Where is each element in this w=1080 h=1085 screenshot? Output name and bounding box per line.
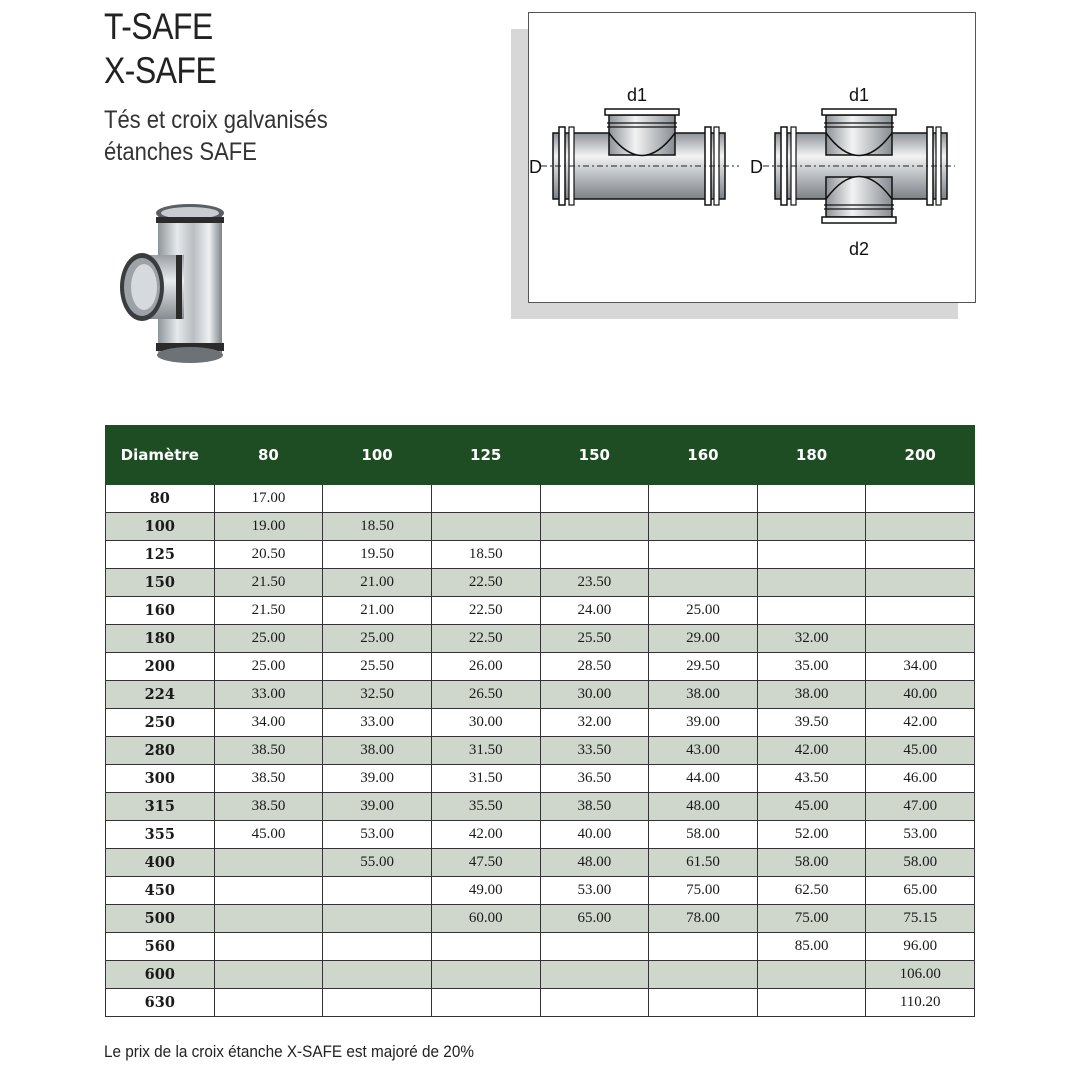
table-row: [106, 709, 975, 737]
price-cell: 49.00: [431, 877, 540, 905]
price-cell: 38.50: [540, 793, 649, 821]
row-diameter: 450: [106, 877, 215, 905]
price-cell: 33.50: [540, 737, 649, 765]
price-cell: 65.00: [540, 905, 649, 933]
price-cell: 39.00: [323, 765, 432, 793]
price-cell: 62.50: [757, 877, 866, 905]
cross-D-label: D: [750, 157, 763, 177]
price-cell: [649, 513, 758, 541]
row-diameter: 250: [106, 709, 215, 737]
column-header: 100: [323, 426, 432, 485]
price-cell: 25.50: [323, 653, 432, 681]
price-cell: 34.00: [866, 653, 975, 681]
table-row: [106, 541, 975, 569]
table-row: [106, 961, 975, 989]
row-diameter: 400: [106, 849, 215, 877]
price-cell: 21.00: [323, 597, 432, 625]
row-diameter: 600: [106, 961, 215, 989]
price-cell: 25.00: [323, 625, 432, 653]
price-cell: 48.00: [540, 849, 649, 877]
cross-drawing: [750, 85, 955, 259]
table-row: [106, 569, 975, 597]
footnote: Le prix de la croix étanche X-SAFE est majoré de 20%: [104, 1042, 474, 1061]
price-cell: 29.50: [649, 653, 758, 681]
column-header: 200: [866, 426, 975, 485]
table-row: [106, 737, 975, 765]
price-cell: 39.50: [757, 709, 866, 737]
price-cell: 45.00: [866, 737, 975, 765]
price-cell: 52.00: [757, 821, 866, 849]
price-cell: 20.50: [214, 541, 323, 569]
price-cell: [757, 961, 866, 989]
price-cell: [757, 541, 866, 569]
row-diameter: 280: [106, 737, 215, 765]
price-cell: [649, 569, 758, 597]
price-cell: [323, 485, 432, 513]
price-cell: 26.00: [431, 653, 540, 681]
table-row: [106, 681, 975, 709]
row-diameter: 500: [106, 905, 215, 933]
price-cell: [757, 569, 866, 597]
product-subtitle-line1: Tés et croix galvanisés: [104, 106, 328, 134]
price-cell: 44.00: [649, 765, 758, 793]
price-cell: [540, 933, 649, 961]
price-cell: [214, 905, 323, 933]
table-row: [106, 625, 975, 653]
tee-fitting-photo: [108, 195, 248, 370]
column-header: 150: [540, 426, 649, 485]
price-cell: 75.00: [757, 905, 866, 933]
price-cell: 46.00: [866, 765, 975, 793]
price-cell: [649, 485, 758, 513]
price-cell: [757, 485, 866, 513]
row-diameter: 180: [106, 625, 215, 653]
price-cell: [540, 989, 649, 1017]
price-cell: 65.00: [866, 877, 975, 905]
price-cell: 47.00: [866, 793, 975, 821]
price-cell: 36.50: [540, 765, 649, 793]
price-cell: [866, 569, 975, 597]
tee-D-label: D: [529, 157, 542, 177]
price-cell: [323, 877, 432, 905]
table-row: [106, 485, 975, 513]
price-cell: 53.00: [323, 821, 432, 849]
price-cell: 18.50: [431, 541, 540, 569]
price-cell: 31.50: [431, 737, 540, 765]
price-cell: 25.00: [214, 625, 323, 653]
price-cell: 39.00: [649, 709, 758, 737]
price-cell: 18.50: [323, 513, 432, 541]
price-cell: 35.00: [757, 653, 866, 681]
price-cell: 21.00: [323, 569, 432, 597]
table-header-row: [106, 426, 975, 485]
technical-diagram: [528, 12, 976, 303]
table-row: [106, 933, 975, 961]
price-cell: 19.50: [323, 541, 432, 569]
price-cell: 22.50: [431, 597, 540, 625]
price-cell: 38.00: [649, 681, 758, 709]
price-cell: 33.00: [323, 709, 432, 737]
price-cell: [540, 485, 649, 513]
price-cell: 58.00: [649, 821, 758, 849]
row-diameter: 300: [106, 765, 215, 793]
price-cell: 43.50: [757, 765, 866, 793]
table-row: [106, 513, 975, 541]
product-title-xsafe: X-SAFE: [104, 50, 217, 91]
row-diameter: 355: [106, 821, 215, 849]
price-cell: 96.00: [866, 933, 975, 961]
price-cell: 75.00: [649, 877, 758, 905]
price-cell: 43.00: [649, 737, 758, 765]
price-cell: [866, 513, 975, 541]
price-cell: 53.00: [866, 821, 975, 849]
row-diameter: 150: [106, 569, 215, 597]
price-cell: 25.00: [214, 653, 323, 681]
table-row: [106, 793, 975, 821]
price-cell: 19.00: [214, 513, 323, 541]
price-cell: 42.00: [757, 737, 866, 765]
price-cell: [757, 513, 866, 541]
price-cell: 30.00: [540, 681, 649, 709]
price-cell: 53.00: [540, 877, 649, 905]
price-cell: 17.00: [214, 485, 323, 513]
cross-d1-label: d1: [849, 85, 870, 105]
price-cell: 48.00: [649, 793, 758, 821]
price-cell: 75.15: [866, 905, 975, 933]
price-cell: 22.50: [431, 625, 540, 653]
price-cell: 45.00: [757, 793, 866, 821]
row-diameter: 80: [106, 485, 215, 513]
row-diameter: 125: [106, 541, 215, 569]
price-cell: [431, 485, 540, 513]
column-header: 80: [214, 426, 323, 485]
price-cell: 35.50: [431, 793, 540, 821]
price-cell: 85.00: [757, 933, 866, 961]
price-cell: [866, 625, 975, 653]
price-cell: 26.50: [431, 681, 540, 709]
price-cell: 25.50: [540, 625, 649, 653]
price-cell: 22.50: [431, 569, 540, 597]
table-row: [106, 877, 975, 905]
price-cell: [214, 989, 323, 1017]
price-cell: [431, 933, 540, 961]
price-cell: 40.00: [866, 681, 975, 709]
column-header: 180: [757, 426, 866, 485]
cross-d2-label: d2: [849, 239, 870, 259]
row-diameter: 160: [106, 597, 215, 625]
price-cell: [540, 541, 649, 569]
price-cell: 32.00: [540, 709, 649, 737]
price-cell: 28.50: [540, 653, 649, 681]
price-cell: 32.00: [757, 625, 866, 653]
price-cell: 58.00: [757, 849, 866, 877]
price-cell: [323, 961, 432, 989]
price-cell: [866, 485, 975, 513]
corner-header: Diamètre: [106, 426, 215, 485]
table-row: [106, 821, 975, 849]
price-cell: [757, 989, 866, 1017]
price-cell: 42.00: [431, 821, 540, 849]
price-table: [105, 425, 975, 1017]
price-cell: 29.00: [649, 625, 758, 653]
price-cell: 25.00: [649, 597, 758, 625]
table-body: [106, 485, 975, 1017]
table-row: [106, 989, 975, 1017]
row-diameter: 315: [106, 793, 215, 821]
price-cell: [649, 541, 758, 569]
product-subtitle-line2: étanches SAFE: [104, 138, 257, 166]
price-cell: [214, 877, 323, 905]
price-cell: [214, 961, 323, 989]
price-cell: [540, 513, 649, 541]
table-row: [106, 597, 975, 625]
price-cell: 24.00: [540, 597, 649, 625]
price-cell: [866, 541, 975, 569]
price-cell: 60.00: [431, 905, 540, 933]
price-cell: 110.20: [866, 989, 975, 1017]
price-cell: 39.00: [323, 793, 432, 821]
price-cell: 38.00: [323, 737, 432, 765]
price-cell: [431, 961, 540, 989]
row-diameter: 224: [106, 681, 215, 709]
price-cell: 47.50: [431, 849, 540, 877]
price-cell: [540, 961, 649, 989]
column-header: 160: [649, 426, 758, 485]
price-cell: [431, 989, 540, 1017]
price-cell: 78.00: [649, 905, 758, 933]
price-cell: 21.50: [214, 569, 323, 597]
table-row: [106, 849, 975, 877]
table-row: [106, 653, 975, 681]
table-row: [106, 765, 975, 793]
tee-d1-label: d1: [627, 85, 648, 105]
row-diameter: 200: [106, 653, 215, 681]
price-cell: 38.50: [214, 793, 323, 821]
price-cell: [649, 989, 758, 1017]
row-diameter: 100: [106, 513, 215, 541]
product-title-tsafe: T-SAFE: [104, 6, 213, 47]
price-cell: [757, 597, 866, 625]
price-cell: [649, 961, 758, 989]
price-cell: 30.00: [431, 709, 540, 737]
price-cell: 106.00: [866, 961, 975, 989]
price-cell: 31.50: [431, 765, 540, 793]
price-cell: 55.00: [323, 849, 432, 877]
price-cell: [214, 933, 323, 961]
price-cell: [866, 597, 975, 625]
price-cell: [323, 905, 432, 933]
price-cell: [431, 513, 540, 541]
price-cell: [323, 933, 432, 961]
row-diameter: 630: [106, 989, 215, 1017]
price-cell: [214, 849, 323, 877]
price-cell: 32.50: [323, 681, 432, 709]
price-cell: 40.00: [540, 821, 649, 849]
price-cell: 45.00: [214, 821, 323, 849]
price-cell: [323, 989, 432, 1017]
price-cell: 58.00: [866, 849, 975, 877]
price-cell: 42.00: [866, 709, 975, 737]
row-diameter: 560: [106, 933, 215, 961]
tee-drawing: [529, 85, 739, 205]
price-cell: 21.50: [214, 597, 323, 625]
price-cell: 38.00: [757, 681, 866, 709]
price-cell: 61.50: [649, 849, 758, 877]
table-row: [106, 905, 975, 933]
price-cell: 38.50: [214, 765, 323, 793]
price-cell: 38.50: [214, 737, 323, 765]
price-cell: 34.00: [214, 709, 323, 737]
price-cell: [649, 933, 758, 961]
price-cell: 23.50: [540, 569, 649, 597]
price-cell: 33.00: [214, 681, 323, 709]
column-header: 125: [431, 426, 540, 485]
